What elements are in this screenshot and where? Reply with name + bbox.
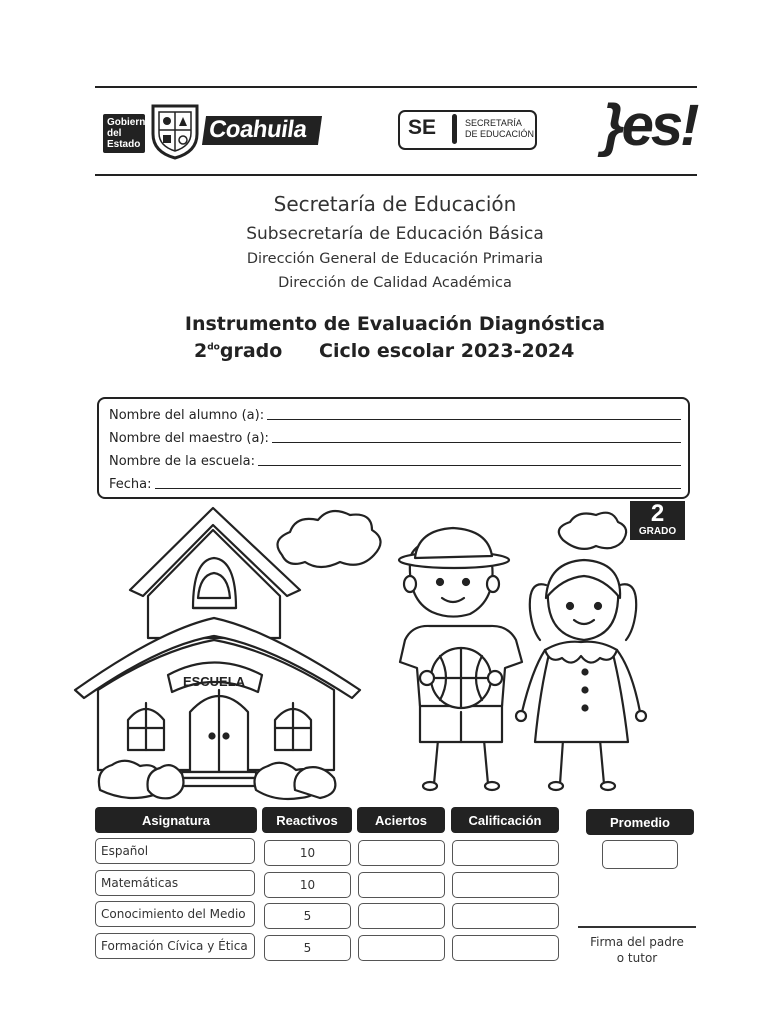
grade-word: grado [219, 340, 283, 362]
signature-caption-line1: Firma del padre [590, 935, 684, 949]
gobierno-logo: Gobierno del Estado [103, 114, 145, 153]
subject-cell: Formación Cívica y Ética [95, 933, 255, 959]
grade-input[interactable] [452, 840, 559, 866]
coahuila-logo: Coahuila [202, 116, 322, 145]
items-cell: 5 [264, 903, 351, 929]
se-logo-name: SECRETARÍA DE EDUCACIÓN [465, 118, 535, 139]
es-logo: }es! [602, 93, 697, 158]
header-asignatura: Asignatura [95, 807, 257, 833]
cloud-icon [278, 511, 381, 567]
items-cell: 5 [264, 935, 351, 961]
se-logo-abbr: SE [408, 116, 437, 139]
correct-input[interactable] [358, 903, 445, 929]
grade-badge-label: GRADO [638, 526, 677, 537]
title-direccion-general: Dirección General de Educación Primaria [246, 251, 544, 267]
grade-superscript: do [207, 342, 220, 353]
subject-cell: Español [95, 838, 255, 864]
field-escuela-label: Nombre de la escuela: [109, 454, 255, 469]
header-aciertos: Aciertos [357, 807, 445, 833]
items-cell: 10 [264, 872, 351, 898]
cloud-icon [559, 513, 626, 549]
school-cycle: Ciclo escolar 2023-2024 [319, 340, 575, 362]
title-direccion-calidad: Dirección de Calidad Académica [278, 275, 512, 291]
header-promedio: Promedio [586, 809, 694, 835]
header-reactivos: Reactivos [262, 807, 352, 833]
grade-input[interactable] [452, 903, 559, 929]
instrument-title: Instrumento de Evaluación Diagnóstica [184, 313, 606, 335]
correct-input[interactable] [358, 840, 445, 866]
items-cell: 10 [264, 840, 351, 866]
subject-cell: Conocimiento del Medio [95, 901, 255, 927]
correct-input[interactable] [358, 872, 445, 898]
grade-number: 2 [194, 340, 208, 362]
field-fecha-label: Fecha: [109, 477, 152, 492]
correct-input[interactable] [358, 935, 445, 961]
grade-input[interactable] [452, 935, 559, 961]
average-input[interactable] [602, 840, 678, 869]
signature-caption [578, 934, 696, 966]
title-subsecretaria: Subsecretaría de Educación Básica [246, 224, 544, 244]
header-calificacion: Calificación [451, 807, 559, 833]
signature-line[interactable] [578, 926, 696, 928]
field-maestro-label: Nombre del maestro (a): [109, 431, 269, 446]
school-sign-text: ESCUELA [182, 674, 246, 689]
signature-caption-line2: o tutor [616, 951, 658, 965]
grade-badge-number: 2 [650, 500, 665, 527]
title-secretaria: Secretaría de Educación [273, 192, 517, 216]
field-alumno-label: Nombre del alumno (a): [109, 408, 265, 423]
subject-cell: Matemáticas [95, 870, 255, 896]
grade-input[interactable] [452, 872, 559, 898]
